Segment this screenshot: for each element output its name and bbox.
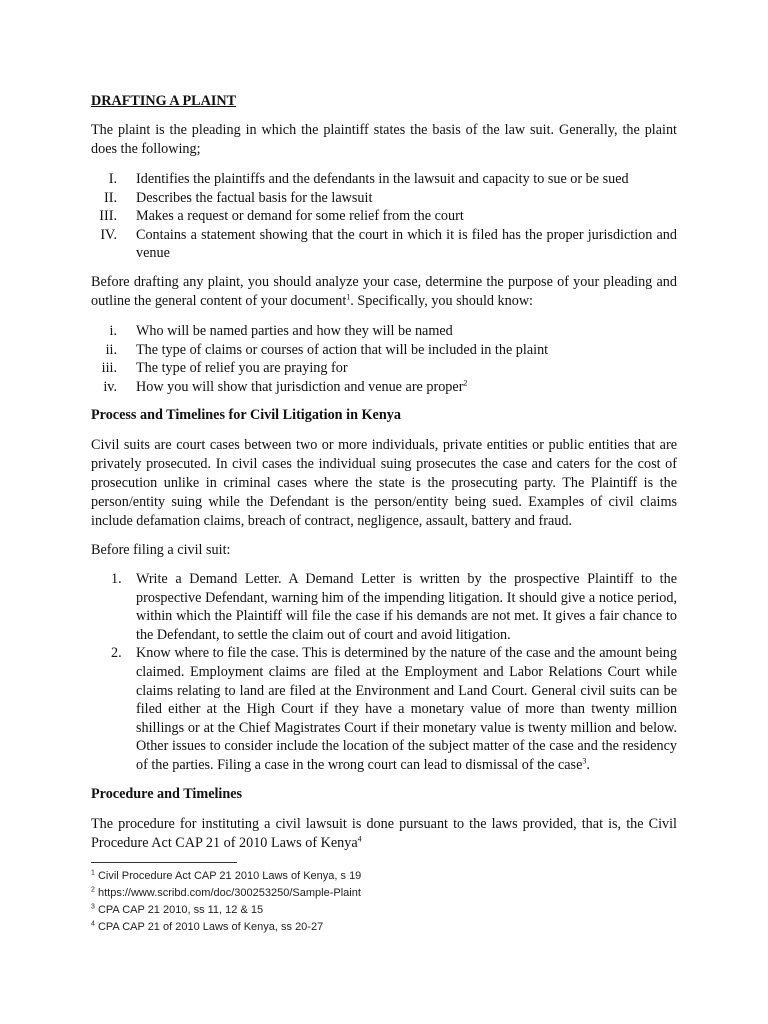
- list-item: i. Who will be named parties and how they will be named: [109, 323, 453, 339]
- footnote: $^1$ Civil Procedure Act CAP 21 2010 Laws of Kenya, s 19: [91, 869, 362, 882]
- page-title: DRAFTING A PLAINT: [91, 93, 237, 109]
- before-drafting-paragraph: Before drafting any plaint, you should analyze your case, determine the purpose of your pleading and outline the general content of your document$^1$. Specifically, you should know:: [91, 274, 677, 309]
- footnote-ref[interactable]: 1: [346, 292, 351, 302]
- footnote-divider: [91, 862, 237, 863]
- footnote-ref[interactable]: 3: [582, 756, 587, 766]
- footnote: $^2$ https://www.scribd.com/doc/300253250/Sample-Plaint: [91, 886, 361, 899]
- intro-paragraph: The plaint is the pleading in which the plaintiff states the basis of the law suit. Generally, the plaint does the following;: [91, 122, 677, 157]
- list-item: ii. The type of claims or courses of action that will be included in the plaint: [105, 341, 549, 358]
- document-title: [91, 92, 677, 111]
- list-item: 1. Write a Demand Letter. A Demand Letter is written by the prospective Plaintiff to the prospective Defendant, warning him of the impending litigation. It should give a notice period, within which the Plaintiff will file the case if his demands are not met. It gives a fair chance to the Defendant, to settle the claim out of court and avoid litigation.: [111, 571, 677, 643]
- civil-suits-paragraph: Civil suits are court cases between two or more individuals, private entities or public entities that are privately prosecuted. In civil cases the individual suing prosecutes the case and caters for the cost of prosecution unlike in criminal cases where the state is the prosecuting party. The Plaintiff is the person/entity suing while the Defendant is the person/entity being sued. Examples of civil claims include defamation claims, breach of contract, negligence, assault, battery and fraud.: [91, 437, 677, 529]
- before-filing-paragraph: Before filing a civil suit:: [91, 542, 231, 558]
- know-list: [91, 322, 677, 396]
- list-item: III. Makes a request or demand for some relief from the court: [99, 208, 464, 224]
- filing-steps-list: [91, 570, 677, 775]
- footnote-ref[interactable]: 4: [357, 834, 362, 844]
- footnotes: [91, 868, 651, 936]
- list-item: iii. The type of relief you are praying for: [101, 360, 348, 376]
- procedure-paragraph: The procedure for instituting a civil lawsuit is done pursuant to the laws provided, that is, the Civil Procedure Act CAP 21 of 2010 Laws of Kenya$^4$: [91, 816, 677, 851]
- section-heading-procedure: Procedure and Timelines: [91, 786, 243, 802]
- footnote: $^4$ CPA CAP 21 of 2010 Laws of Kenya, ss 20-27: [91, 920, 324, 933]
- footnote-ref[interactable]: 2: [463, 377, 468, 387]
- list-item: iv. How you will show that jurisdiction and venue are proper$^2$: [103, 377, 468, 395]
- list-item: II. Describes the factual basis for the lawsuit: [104, 189, 373, 206]
- footnote: $^3$ CPA CAP 21 2010, ss 11, 12 & 15: [91, 903, 264, 916]
- plaint-functions-list: [91, 170, 677, 263]
- list-item: I. Identifies the plaintiffs and the defendants in the lawsuit and capacity to sue or be sued: [108, 171, 629, 187]
- list-item: IV. Contains a statement showing that the court in which it is filed has the proper jurisdiction and venue: [100, 226, 677, 261]
- footnote-link[interactable]: https://www.scribd.com/doc/300253250/Sample-Plaint: [97, 887, 361, 899]
- list-item: 2. Know where to file the case. This is determined by the nature of the case and the amount being claimed. Employment claims are filed at the Employment and Labor Relations Court while claims relating to land are filed at the Environment and Land Court. General civil suits can be filed either at the High Court if they have a monetary value of more than twenty million shillings or at the Chief Magistrates Court if their monetary value is twenty million and below. Other issues to consider include the location of the subject matter of the case and the residency of the parties. Filing a case in the wrong court can lead to dismissal of the case$^3$.: [111, 645, 677, 773]
- section-heading-process: Process and Timelines for Civil Litigation in Kenya: [91, 407, 401, 423]
